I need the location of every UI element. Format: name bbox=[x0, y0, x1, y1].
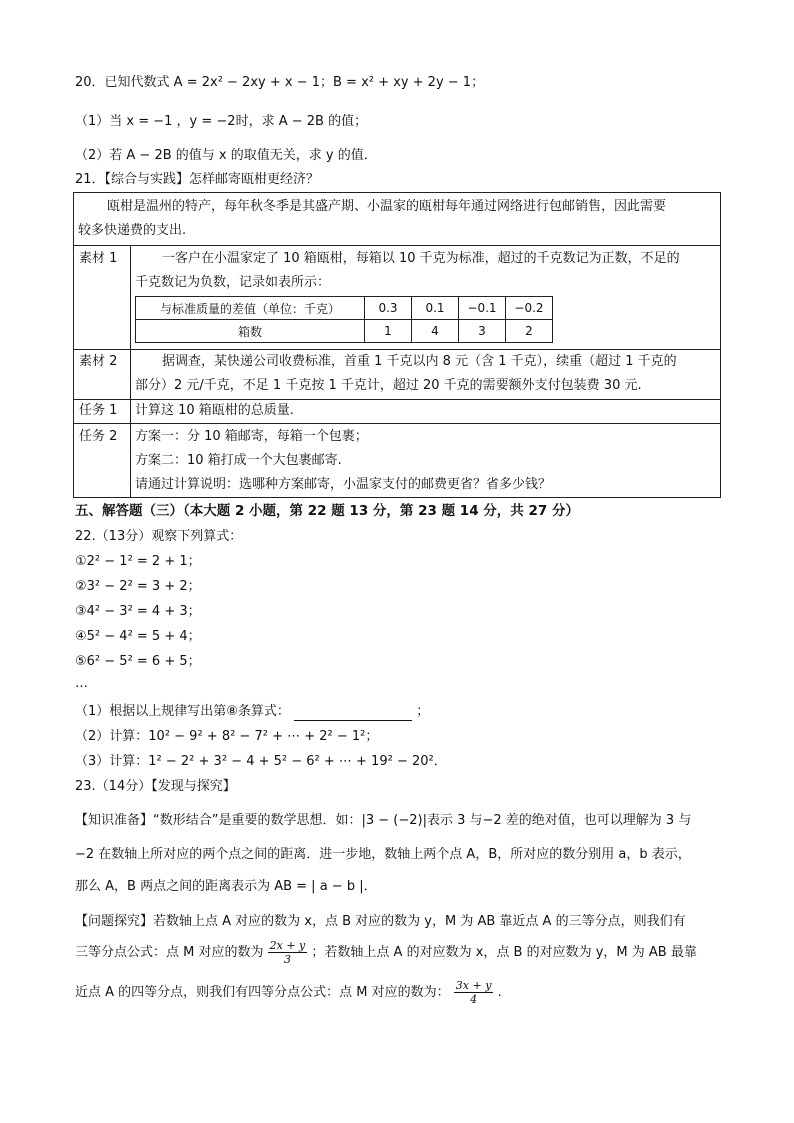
material2-line2: 部分）2 元/千克，不足 1 千克按 1 千克计，超过 20 千克的需要额外支付包装费 30 元. bbox=[135, 378, 642, 393]
equation-5: ⑤6² − 5² = 6 + 5； bbox=[75, 654, 201, 669]
material2-label: 素材 2 bbox=[79, 354, 118, 369]
q22-part1 bbox=[75, 703, 429, 721]
task1-text: 计算这 10 箱瓯柑的总质量. bbox=[135, 403, 294, 418]
q22-part1-end: ； bbox=[416, 704, 430, 719]
explore-line2-a: 三等分点公式：点 M 对应的数为 bbox=[75, 945, 264, 960]
table-cell: 0.1 bbox=[412, 297, 459, 320]
intro-line1: 瓯柑是温州的特产，每年秋冬季是其盛产期、小温家的瓯柑每年通过网络进行包邮销售，因此需要 bbox=[107, 199, 667, 214]
equation-4: ④5² − 4² = 5 + 4； bbox=[75, 629, 201, 644]
weight-diff-table bbox=[135, 296, 553, 343]
q22-part3: （3）计算：1² − 2² + 3² − 4 + 5² − 6² + ⋯ + 19² − 20²． bbox=[75, 754, 447, 769]
table-cell: 2 bbox=[506, 320, 553, 343]
q22-part2: （2）计算：10² − 9² + 8² − 7² + ⋯ + 2² − 1²； bbox=[75, 729, 379, 744]
q20-stem: 20．已知代数式 A = 2x² − 2xy + x − 1；B = x² + xy + 2y − 1； bbox=[75, 75, 485, 90]
q22-part1-text: （1）根据以上规律写出第⑧条算式： bbox=[75, 704, 290, 719]
fraction-numerator: 3x + y bbox=[455, 979, 492, 992]
table-cell: 4 bbox=[412, 320, 459, 343]
table-cell: −0.2 bbox=[506, 297, 553, 320]
equation-1: ①2² − 1² = 2 + 1； bbox=[75, 554, 201, 569]
equation-2: ②3² − 2² = 3 + 2； bbox=[75, 579, 201, 594]
table-cell: 3 bbox=[459, 320, 506, 343]
weight-header: 与标准质量的差值（单位：千克） bbox=[136, 297, 365, 320]
table-cell: 0.3 bbox=[365, 297, 412, 320]
material1-label: 素材 1 bbox=[79, 251, 118, 266]
task2-line2: 方案二：10 箱打成一个大包裹邮寄. bbox=[135, 453, 342, 468]
table-cell: 1 bbox=[365, 320, 412, 343]
task2-line1: 方案一：分 10 箱邮寄，每箱一个包裹； bbox=[135, 429, 368, 444]
knowledge-line3: 那么 A，B 两点之间的距离表示为 AB = | a − b |． bbox=[75, 879, 377, 894]
q23-title: 23.（14分）【发现与探究】 bbox=[75, 779, 236, 794]
section-heading: 五、解答题（三）（本大题 2 小题，第 22 题 13 分，第 23 题 14 分，共 27 分） bbox=[75, 503, 579, 519]
count-header: 箱数 bbox=[136, 320, 365, 343]
explore-line3 bbox=[75, 978, 502, 1008]
task2-line3: 请通过计算说明：选哪种方案邮寄，小温家支付的邮费更省？省多少钱？ bbox=[135, 477, 552, 492]
table-cell: −0.1 bbox=[459, 297, 506, 320]
explore-line2-b: ；若数轴上点 A 的对应数为 x，点 B 的对应数为 y，M 为 AB 最靠 bbox=[311, 945, 697, 960]
q22-stem: 22.（13分）观察下列算式： bbox=[75, 529, 243, 544]
knowledge-line2: −2 在数轴上所对应的两个点之间的距离．进一步地，数轴上两个点 A，B，所对应的数分别用 a，b 表示， bbox=[75, 847, 691, 862]
explore-line3-b: . bbox=[497, 985, 502, 1000]
ellipsis: … bbox=[75, 676, 88, 691]
material1-line1: 一客户在小温家定了 10 箱瓯柑，每箱以 10 千克为标准，超过的千克数记为正数，不足的 bbox=[162, 251, 680, 266]
material1-line2: 千克数记为负数，记录如表所示： bbox=[135, 275, 331, 290]
explore-line3-a: 近点 A 的四等分点，则我们有四等分点公式：点 M 对应的数为： bbox=[75, 985, 450, 1000]
explore-line2 bbox=[75, 938, 697, 968]
answer-blank bbox=[294, 706, 412, 721]
fraction-quadrisection bbox=[454, 979, 494, 1006]
material2-line1: 据调查，某快递公司收费标准，首重 1 千克以内 8 元（含 1 千克），续重（超过 1 千克的 bbox=[162, 354, 677, 369]
equation-3: ③4² − 3² = 4 + 3； bbox=[75, 604, 201, 619]
knowledge-line1: 【知识准备】“数形结合”是重要的数学思想．如：|3 − (−2)|表示 3 与−2 差的绝对值，也可以理解为 3 与 bbox=[75, 813, 692, 828]
q20-part2: （2）若 A − 2B 的值与 x 的取值无关，求 y 的值． bbox=[75, 148, 377, 163]
fraction-denominator: 4 bbox=[470, 993, 478, 1006]
fraction-trisection bbox=[268, 939, 308, 966]
table-row bbox=[136, 320, 553, 343]
table-row bbox=[136, 297, 553, 320]
q21-title: 21．【综合与实践】怎样邮寄瓯柑更经济？ bbox=[75, 172, 320, 187]
q20-part1: （1）当 x = −1 ，y = −2时，求 A − 2B 的值； bbox=[75, 114, 368, 129]
explore-line1: 【问题探究】若数轴上点 A 对应的数为 x，点 B 对应的数为 y，M 为 AB 靠近点 A 的三等分点，则我们有 bbox=[75, 914, 686, 929]
fraction-numerator: 2x + y bbox=[269, 939, 306, 952]
intro-line2: 较多快递费的支出. bbox=[78, 223, 187, 238]
fraction-denominator: 3 bbox=[283, 953, 291, 966]
task1-label: 任务 1 bbox=[79, 403, 118, 418]
task2-label: 任务 2 bbox=[79, 429, 118, 444]
